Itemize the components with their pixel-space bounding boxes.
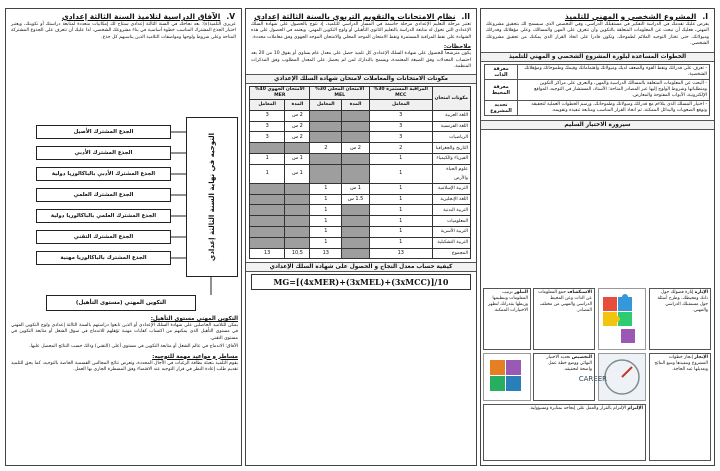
cell-mel-coef: 1	[310, 183, 342, 194]
col-header-mer: الامتحان الجهوي 40% MER	[250, 87, 310, 100]
col-header-mer-coef: المعامل	[250, 100, 285, 111]
cell-mer-coef	[250, 143, 285, 154]
cell-subject: المعلوميات	[432, 216, 470, 227]
cell-mer-coef	[250, 227, 285, 238]
step-text: - البحث عن المعلومات المتعلقة بالمسالك الدراسية والمهن، والتعرف على مراكز التكوين ومتطلباتها وشروط الولوج إليها عبر المصادر المتاحة: الأستاذ، المستشار في التوجيه، المواقع الإلكترونية، الأبواب المفتوحة والمعارض.	[518, 79, 710, 100]
table-row	[485, 64, 710, 79]
cell-mcc: 1	[369, 194, 432, 205]
branch-professional: الجذع المشترك بالباكالوريا مهنية	[36, 251, 171, 265]
cell-mer-coef: 1	[250, 164, 285, 183]
cell-mel-coef: 13	[310, 248, 342, 259]
exam-table-heading: مكونات الامتحانات والمعاملات لامتحان شهادة السلك الإعدادي	[246, 74, 476, 84]
col-header-subject: مكونات امتحان	[432, 87, 470, 110]
card-exploration: الاستكشاف جمع المعلومات عن الذات وعن المحيط الدراسي والمهني من مختلف المصادر.	[533, 288, 595, 350]
table-row	[250, 164, 471, 183]
cell-mer-dur: 2 س	[285, 132, 310, 143]
cell-mer-coef: 3	[250, 110, 285, 121]
col-header-mer-dur: المدة	[285, 100, 310, 111]
cell-mel-coef: 1	[310, 205, 342, 216]
card-achievement: الإنجاز إنجاز خطوات المشروع وتنفيذها وتتبع النتائج وتعديلها عند الحاجة.	[649, 353, 711, 461]
steps-table	[484, 64, 710, 116]
cell-mer-dur	[285, 216, 310, 227]
branch-technical: الجذع المشترك التقني	[36, 230, 171, 244]
cell-subject: اللغة العربية	[432, 110, 470, 121]
cell-mer-dur: 1 س	[285, 164, 310, 183]
steps-heading: الخطوات المساعدة لبلورة المشروع الشخصي و المهني للتلميذ	[481, 52, 714, 62]
cell-mcc: 1	[369, 164, 432, 183]
cell-subject: التربية الأسرية	[432, 227, 470, 238]
cell-mcc: 1	[369, 183, 432, 194]
table-row	[250, 205, 471, 216]
col-header-mel: الامتحان المحلي 30% MEL	[310, 87, 370, 100]
career-compass-icon	[578, 353, 646, 401]
cell-mel-dur: 2 س	[342, 143, 370, 154]
table-row	[250, 216, 471, 227]
cell-mer-coef	[250, 237, 285, 248]
col-header-mel-dur: المدة	[342, 100, 370, 111]
table-row	[250, 237, 471, 248]
cell-mer-coef	[250, 216, 285, 227]
table-row	[485, 100, 710, 115]
cell-subject: علوم الحياة والأرض	[432, 164, 470, 183]
cell-mel-coef	[310, 154, 342, 165]
branch-literary: الجذع المشترك الأدبي	[36, 146, 171, 160]
vocational-prospects: الآفاق: الاندماج في عالم الشغل أو متابعة التكوين في مستوى أعلى (التقني) وذلك حسب النتائج المحصل عليها.	[29, 344, 238, 350]
cell-mer-dur: 1 س	[285, 154, 310, 165]
cell-mel-dur	[342, 121, 370, 132]
cell-mer-dur: 10,5	[285, 248, 310, 259]
choice-process-heading: سيرورة الاختيار السليم	[481, 120, 714, 130]
cell-subject: التربية التشكيلية	[432, 237, 470, 248]
cell-mel-dur	[342, 216, 370, 227]
cell-mel-coef	[310, 132, 342, 143]
cell-subject: التربية البدنية	[432, 205, 470, 216]
cell-subject: اللغة الفرنسية	[432, 121, 470, 132]
card-specification: التخصيص تحديد الاختيار النهائي ووضع خطة عمل واضحة لتحقيقه.	[533, 353, 595, 401]
cell-mcc: 2	[369, 143, 432, 154]
table-row	[250, 110, 471, 121]
vocational-training-box: التكوين المهني (مستوى التأهيل)	[46, 295, 196, 311]
cell-mel-dur	[342, 205, 370, 216]
table-row	[250, 194, 471, 205]
table-row	[250, 132, 471, 143]
orientation-label: التوجيه في نهاية السنة الثالثة إعدادي	[208, 132, 216, 262]
cell-mel-dur	[342, 237, 370, 248]
dates-text: يقوم التلميذ بتعبئة بطاقة الرغبات في الآجال المحددة، وتعرض نتائج المجالس القسمية الخاصة بالتوجيه، كما يحق للتلميذ تقديم طلب إعادة النظر في قرار التوجيه عند الاقتضاء وفق المسطرة الجاري بها العمل.	[11, 360, 238, 373]
cell-mel-coef	[310, 121, 342, 132]
column-study-prospects	[5, 8, 242, 466]
cell-mer-coef: 3	[250, 132, 285, 143]
cell-subject: التربية الإسلامية	[432, 183, 470, 194]
table-row	[485, 79, 710, 100]
orientation-label-wrap	[186, 117, 238, 277]
cell-mcc: 13	[369, 248, 432, 259]
step-text: - اختيار المسلك الذي يتلاءم مع قدراتك وميولاتك وطموحاتك، ورسم الخطوات العملية لتحقيقه وتوقع الصعوبات والبدائل الممكنة، ثم اتخاذ القرار المناسب ومتابعة تنفيذه وتقويمه.	[518, 100, 710, 115]
cell-mel-coef: 2	[310, 143, 342, 154]
cell-subject: الرياضيات	[432, 132, 470, 143]
cell-mel-dur	[342, 154, 370, 165]
col-header-mel-coef: المعامل	[310, 100, 342, 111]
cell-mer-dur	[285, 205, 310, 216]
cell-mel-dur	[342, 227, 370, 238]
cell-mer-coef: 1	[250, 154, 285, 165]
cell-mcc: 1	[369, 154, 432, 165]
table-row	[250, 227, 471, 238]
puzzle-icon	[598, 288, 646, 350]
cell-mel-dur	[342, 248, 370, 259]
cell-subject: المجموع	[432, 248, 470, 259]
cell-mer-dur	[285, 183, 310, 194]
cell-mcc: 1	[369, 227, 432, 238]
branch-scientific-intl: الجذع المشترك العلمي بالباكالوريا دولية	[36, 209, 171, 223]
cell-mel-coef: 1	[310, 216, 342, 227]
section-2-intro: تعتبر مرحلة التعليم الإعدادي مرحلة حاسمة في المسار الدراسي للتلميذ، إذ تتوج بالحصول على شهادة السلك الإعدادي التي تخول له متابعة الدراسة بالتعليم الثانوي التأهيلي أو ولوج التكوين المهني. ويعتمد في الحصول على هذه الشهادة على نقط المراقبة المستمرة ونقط الامتحان الموحد المحلي والامتحان الموحد الجهوي وفق معاملات محددة.	[251, 22, 471, 40]
card-arousal: الإثارة إثارة فضولك حول ذاتك ومحيطك، وطرح أسئلة حول مستقبلك الدراسي والمهني.	[649, 288, 711, 350]
cell-mel-dur	[342, 164, 370, 183]
cell-subject: اللغة الإنجليزية	[432, 194, 470, 205]
cell-mel-dur: 1 س	[342, 183, 370, 194]
cell-mer-dur	[285, 227, 310, 238]
column-exam-system	[245, 8, 477, 466]
cell-mer-dur	[285, 143, 310, 154]
cell-mcc: 3	[369, 132, 432, 143]
table-row	[250, 154, 471, 165]
cell-mer-dur	[285, 194, 310, 205]
cell-mel-dur: 1.5 س	[342, 194, 370, 205]
cell-mel-coef: 1	[310, 237, 342, 248]
cell-mcc: 3	[369, 110, 432, 121]
column-personal-project	[480, 8, 715, 466]
career-word: CAREER	[578, 375, 607, 383]
branch-literary-intl: الجذع المشترك الأدبي بالباكالوريا دولية	[36, 167, 171, 181]
cell-mel-dur	[342, 132, 370, 143]
card-crystallization: التبلور ترتيب المعلومات وتنظيمها وربطها بقدراتك لتظهر الاختيارات الممكنة.	[483, 288, 531, 350]
cell-mer-coef: 13	[250, 248, 285, 259]
step-label: تحديد المشروع	[485, 100, 518, 115]
average-formula: MG=[(4xMER)+(3xMEL)+(3xMCC)]/10	[251, 274, 471, 290]
section-title-2: II.نظام الامتحانات والتقويم التربوي بالسنة الثالثة إعدادي	[254, 12, 470, 21]
table-row	[250, 143, 471, 154]
cell-mer-dur: 2 س	[285, 110, 310, 121]
cell-mcc: 3	[369, 121, 432, 132]
cell-mcc: 1	[369, 237, 432, 248]
cell-mer-dur: 2 س	[285, 121, 310, 132]
cell-mel-dur	[342, 110, 370, 121]
cell-mel-coef	[310, 110, 342, 121]
table-row	[250, 121, 471, 132]
cell-subject: التاريخ والجغرافيا	[432, 143, 470, 154]
col-header-mcc: المراقبة المستمرة 30% MCC	[369, 87, 432, 100]
cell-mer-dur	[285, 237, 310, 248]
step-text: - تعرف على قدراتك ونقط القوة والضعف لديك وميولاتك واهتماماتك وقيمك وطموحاتك ومؤهلاتك الشخصية.	[518, 64, 710, 79]
card-commitment: الإلتزام الإلتزام بالقرار والعمل على إنجاحه بمثابرة ومسؤولية.	[483, 404, 646, 461]
cell-mcc: 1	[369, 216, 432, 227]
step-label: معرفة الذات	[485, 64, 518, 79]
cell-mel-coef	[310, 164, 342, 183]
notes-text: يكون مترشحا للحصول على شهادة السلك الإعدادي كل تلميذ حصل على معدل عام يساوي أو يفوق 10 من 20 بعد احتساب المعدلات وفق الصيغة المعتمدة، ويسمح بالتدارك لمن لم يحصل على المعدل المطلوب وفق المذكرات المنظمة.	[251, 51, 471, 70]
section-title-5: V.الآفاق الدراسية لتلاميذ السنة الثالثة إعدادي	[61, 12, 235, 21]
cell-mcc: 1	[369, 205, 432, 216]
cell-mer-coef	[250, 205, 285, 216]
cell-mer-coef: 3	[250, 121, 285, 132]
dates-heading: مساطر و مواعيد مهمة للتوجيه:	[152, 353, 238, 360]
vocational-text: يمكن للتلاميذ الحاصلين على شهادة السلك الإعدادي أو الذين تابعوا دراستهم بالسنة الثالثة إعدادي ولوج التكوين المهني في مستوى التأهيل الذي يمكنهم من اكتساب كفايات مهنية تؤهلهم للاندماج في سوق الشغل أو متابعة التكوين في مستوى التقني.	[11, 323, 238, 341]
cell-mer-coef	[250, 194, 285, 205]
cell-mer-coef	[250, 183, 285, 194]
cell-mel-coef: 1	[310, 194, 342, 205]
notes-heading: ملاحظات:	[443, 44, 471, 51]
exam-components-table	[249, 86, 471, 259]
formula-heading: كيفية حساب معدل النجاح و الحصول على شهادة السلك الإعدادي	[246, 262, 476, 272]
vocational-heading: التكوين المهني مستوى التأهيل:	[150, 316, 238, 322]
cell-subject: الفيزياء والكيمياء	[432, 154, 470, 165]
branch-original: الجذع المشترك الأصيل	[36, 125, 171, 139]
section-title-1: I.المشروع الشخصي و المهني للتلميذ	[564, 12, 708, 21]
col-header-mcc-coef: المعامل	[369, 100, 432, 111]
step-label: معرفة المحيط	[485, 79, 518, 100]
total-row	[250, 248, 471, 259]
table-header-row	[250, 87, 471, 100]
cell-mel-coef: 1	[310, 227, 342, 238]
puzzle-pieces-icon	[483, 353, 531, 401]
section-1-intro: يفرض عليك تقدمك في الدراسة التفكير في مستقبلك الدراسي، وفي التخصص الذي سيسمح لك بتحقيق مشروعك المهني، فعليك أن تبحث عن المعلومات المتعلقة بالتكوين وأن تتعرف على المهن والمسالك، وعلى مؤهلاتك وقدراتك وميولاتك، حتى تختار التوجيه الملائم لطموحك، وتكون قادرا على اتخاذ القرار الذي يمكنك من تحقيق مشروعك الشخصي.	[486, 22, 709, 47]
branch-scientific: الجذع المشترك العلمي	[36, 188, 171, 202]
section-5-intro: عزيزي التلميذ(ة): بعد نجاحك في السنة الثالثة إعدادي ستتاح لك إمكانيات متعددة لمتابعة دراستك أو تكوينك، ويعتبر اختيار الجذع المشترك المناسب خطوة أساسية في بناء مشروعك الشخصي، لذا عليك أن تتعرف على الجذوع المشتركة المتاحة وعلى شروط ولوجها ومواصفات التلاميذ الذين يناسبهم كل جذع.	[11, 22, 236, 40]
table-row	[250, 183, 471, 194]
